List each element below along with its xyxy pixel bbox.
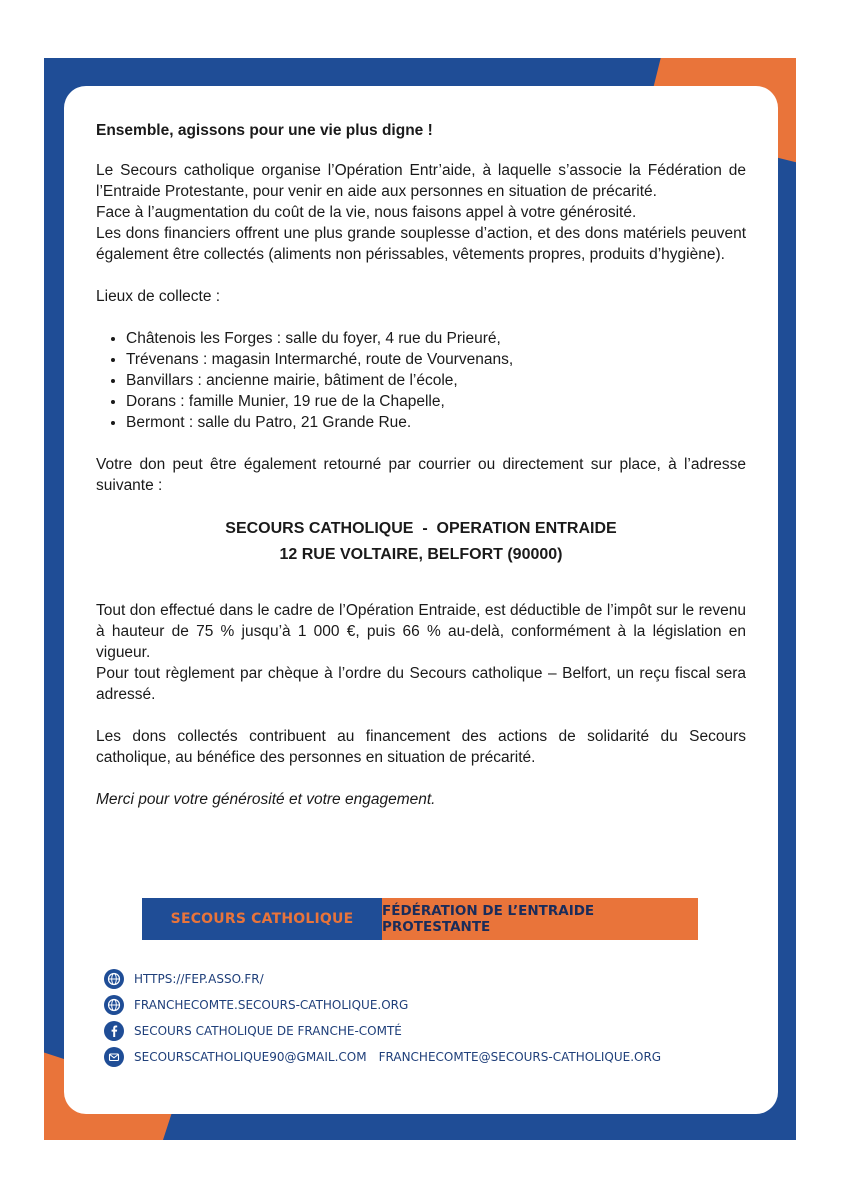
contact-website-fep[interactable] xyxy=(104,966,724,992)
email-link-1[interactable]: SECOURSCATHOLIQUE90@GMAIL.COM xyxy=(134,1050,367,1064)
list-item: • Banvillars : ancienne mairie, bâtiment de l’école, xyxy=(126,370,746,391)
contacts-list xyxy=(104,966,724,1070)
contact-email[interactable] xyxy=(104,1044,724,1070)
merci-text: Merci pour votre générosité et votre engagement. xyxy=(96,791,436,808)
website-secours-link[interactable]: FRANCHECOMTE.SECOURS-CATHOLIQUE.ORG xyxy=(134,998,409,1012)
flyer-content xyxy=(96,120,746,810)
address-block xyxy=(96,516,746,568)
address-line-2: 12 RUE VOLTAIRE, BELFORT (90000) xyxy=(279,546,563,563)
address-line-1: SECOURS CATHOLIQUE - OPERATION ENTRAIDE xyxy=(225,520,617,537)
collecte-list xyxy=(96,328,746,433)
banner-secours-catholique: SECOURS CATHOLIQUE xyxy=(142,898,382,940)
facebook-link[interactable]: SECOURS CATHOLIQUE DE FRANCHE-COMTÉ xyxy=(134,1024,402,1038)
fiscal-paragraph-2: Pour tout règlement par chèque à l’ordre du Secours catholique – Belfort, un reçu fiscal sera adressé. xyxy=(96,665,746,703)
collecte-label: Lieux de collecte : xyxy=(96,288,221,305)
globe-icon xyxy=(104,969,124,989)
email-link-2[interactable]: FRANCHECOMTE@SECOURS-CATHOLIQUE.ORG xyxy=(378,1050,662,1064)
flyer-card xyxy=(64,86,778,1114)
solidarite-paragraph: Les dons collectés contribuent au financement des actions de solidarité du Secours catholique, au bénéfice des personnes en situation de précarité. xyxy=(96,728,746,766)
partners-banner xyxy=(142,898,698,940)
retour-paragraph: Votre don peut être également retourné par courrier ou directement sur place, à l’adresse suivante : xyxy=(96,456,746,494)
mail-icon xyxy=(104,1047,124,1067)
facebook-icon xyxy=(104,1021,124,1041)
page-title: Ensemble, agissons pour une vie plus digne ! xyxy=(96,122,433,139)
list-item: • Dorans : famille Munier, 19 rue de la Chapelle, xyxy=(126,391,746,412)
banner-federation-entraide: FÉDÉRATION DE L’ENTRAIDE PROTESTANTE xyxy=(382,898,698,940)
intro-paragraph-2: Face à l’augmentation du coût de la vie, nous faisons appel à votre générosité. xyxy=(96,204,637,221)
fiscal-paragraph-1: Tout don effectué dans le cadre de l’Opération Entraide, est déductible de l’impôt sur le revenu à hauteur de 75 % jusqu’à 1 000 €, puis 66 % au-delà, conformément à la législation en vigueur. xyxy=(96,602,746,661)
list-item: • Châtenois les Forges : salle du foyer, 4 rue du Prieuré, xyxy=(126,328,746,349)
globe-icon xyxy=(104,995,124,1015)
contact-website-secours[interactable] xyxy=(104,992,724,1018)
website-fep-link[interactable]: HTTPS://FEP.ASSO.FR/ xyxy=(134,972,264,986)
contact-facebook[interactable] xyxy=(104,1018,724,1044)
list-item: • Bermont : salle du Patro, 21 Grande Rue. xyxy=(126,412,746,433)
list-item: • Trévenans : magasin Intermarché, route de Vourvenans, xyxy=(126,349,746,370)
intro-paragraph-3: Les dons financiers offrent une plus grande souplesse d’action, et des dons matériels peuvent également être collectés (aliments non périssables, vêtements propres, produits d’hygiène). xyxy=(96,225,746,263)
intro-paragraph-1: Le Secours catholique organise l’Opération Entr’aide, à laquelle s’associe la Fédération de l’Entraide Protestante, pour venir en aide aux personnes en situation de précarité. xyxy=(96,162,746,200)
